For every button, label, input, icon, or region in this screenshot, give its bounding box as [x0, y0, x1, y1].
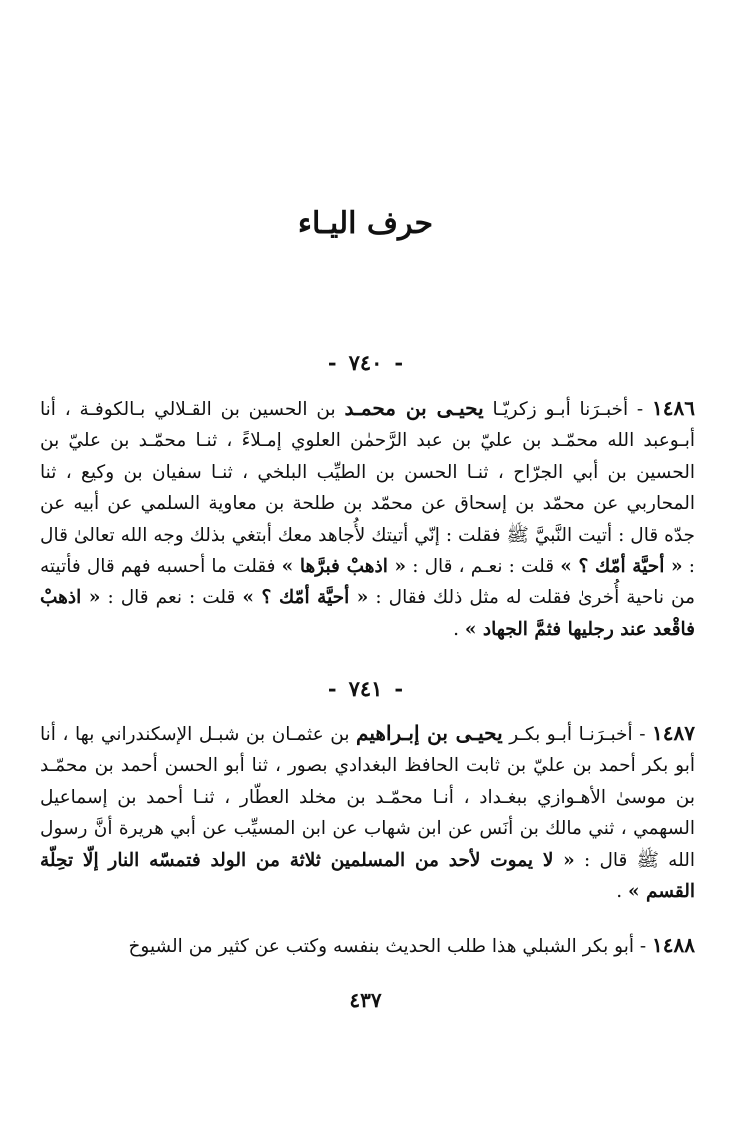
narrator-name: يحيـى بن إبـراهيم: [356, 721, 503, 745]
entry-text-before: أخبـرَنـا أبـو بكـر: [509, 724, 633, 745]
section-number-value: ٧٤٠: [348, 350, 383, 375]
entry-number: ١٤٨٨: [652, 933, 695, 957]
hadith-part: .: [453, 618, 465, 640]
hadith-part: قلت : نعـم ، قال :: [406, 556, 561, 578]
entry-1487: ١٤٨٧ - أخبـرَنـا أبـو بكـر يحيـى بن إبـراهيم بن عثمـان بن شبـل الإسكندراني بها ، أنا أبو بكر أحمد بن عليّ بن ثابت الحافظ البغدادي بصور ، ثنا أبو الحسن أحمد بن محمّـد بن موسىٰ الأهـوازي ببغـداد ، أنـا محمّـد بن مخلد العطّار ، ثنـا أحمد بن إسماعيل السهمي ، ثني مالك بن أنَس عن ابن شهاب عن ابن المسيِّب عن أبي هريرة أنَّ رسول الله ﷺ قال : « لا يموت لأحد من المسلمين ثلاثة من الولد فتمسّه النار إلّا تحِلّة القسم » .: [40, 721, 695, 903]
entry-number: ١٤٨٧: [652, 721, 695, 745]
entry-number: ١٤٨٦: [652, 396, 695, 420]
section-number-741: -٧٤١-: [327, 676, 404, 701]
section-number-value: ٧٤١: [348, 676, 383, 701]
entry-text-after: بن عثمـان بن شبـل الإسكندراني بها ، أنا أبو بكر أحمد بن عليّ بن ثابت الحافظ البغدادي بصور ، ثنا أبو الحسن أحمد بن محمّـد بن موسىٰ الأهـوازي ببغـداد ، أنـا محمّـد بن مخلد العطّار ، ثنـا أحمد بن إسماعيل السهمي ، ثني مالك بن أنَس عن ابن شهاب عن ابن المسيِّب عن أبي هريرة أنَّ رسول الله ﷺ قال :: [40, 724, 695, 871]
chapter-title: حرف اليـاء: [297, 206, 434, 241]
hadith-part: .: [616, 881, 629, 903]
hadith-part: « أحيَّة أمّك ؟ »: [560, 556, 683, 578]
section-number-740: -٧٤٠-: [327, 350, 404, 375]
hadith-part: « اذهبْ فاقْعد عند رجليها فثمَّ الجهاد »: [40, 587, 695, 640]
entry-text: أبو بكر الشبلي هذا طلب الحديث بنفسه وكتب عن كثير من الشيوخ: [128, 936, 634, 957]
hadith-part: قلت : نعم قال :: [100, 587, 243, 609]
entry-text-after: بن الحسين بن القـلالي بـالكوفـة ، أنا أبـوعبد الله محمّـد بن عليّ بن عبد الرَّحمٰن العلوي إمـلاءً ، ثنـا محمّـد بن عليّ بن الحسين بن أبي الجرّاح ، ثنـا الحسن بن الطيِّب البلخي ، ثنـا سفيان بن وكيع ، ثنا المحاربي عن محمّد بن إسحاق عن محمّد بن طلحة بن معاوية السلمي عن أبيه عن جدّه قال : أتيت النَّبيَّ ﷺ فقلت : إنّي أتيتك لأُجاهد معك أبتغي بذلك وجه الله تعالىٰ قال :: [40, 399, 695, 578]
page-number: ٤٣٧: [349, 988, 382, 1012]
hadith-part: « اذهبْ فبرَّها »: [281, 556, 407, 578]
narrator-name: يحيـى بن محمـد: [344, 396, 484, 420]
entry-text-before: أخبـرَنا أبـو زكريّـا: [492, 399, 629, 420]
hadith-part: « أحيَّة أمّك ؟ »: [242, 587, 369, 609]
entry-1486: ١٤٨٦ - أخبـرَنا أبـو زكريّـا يحيـى بن محمـد بن الحسين بن القـلالي بـالكوفـة ، أنا أبـوعبد الله محمّـد بن عليّ بن عبد الرَّحمٰن العلوي إمـلاءً ، ثنـا محمّـد بن عليّ بن الحسين بن أبي الجرّاح ، ثنـا الحسن بن الطيِّب البلخي ، ثنـا سفيان بن وكيع ، ثنا المحاربي عن محمّد بن إسحاق عن محمّد بن طلحة بن معاوية السلمي عن أبيه عن جدّه قال : أتيت النَّبيَّ ﷺ فقلت : إنّي أتيتك لأُجاهد معك أبتغي بذلك وجه الله تعالىٰ قال : « أحيَّة أمّك ؟ » قلت : نعـم ، قال : « اذهبْ فبرَّها » فقلت ما أحسبه فهم قال فأتيته من ناحية أُخرىٰ فقلت له مثل ذلك فقال : « أحيَّة أمّك ؟ » قلت : نعم قال : « اذهبْ فاقْعد عند رجليها فثمَّ الجهاد » .: [40, 396, 695, 640]
entry-1488: ١٤٨٨ - أبو بكر الشبلي هذا طلب الحديث بنفسه وكتب عن كثير من الشيوخ: [128, 933, 695, 957]
hadith-part: فقلت ما أحسبه فهم قال فأتيته من ناحية أُخرىٰ فقلت له مثل ذلك فقال :: [40, 556, 695, 609]
hadith-part: « لا يموت لأحد من المسلمين ثلاثة من الولد فتمسّه النار إلّا تحِلّة القسم »: [40, 849, 695, 903]
